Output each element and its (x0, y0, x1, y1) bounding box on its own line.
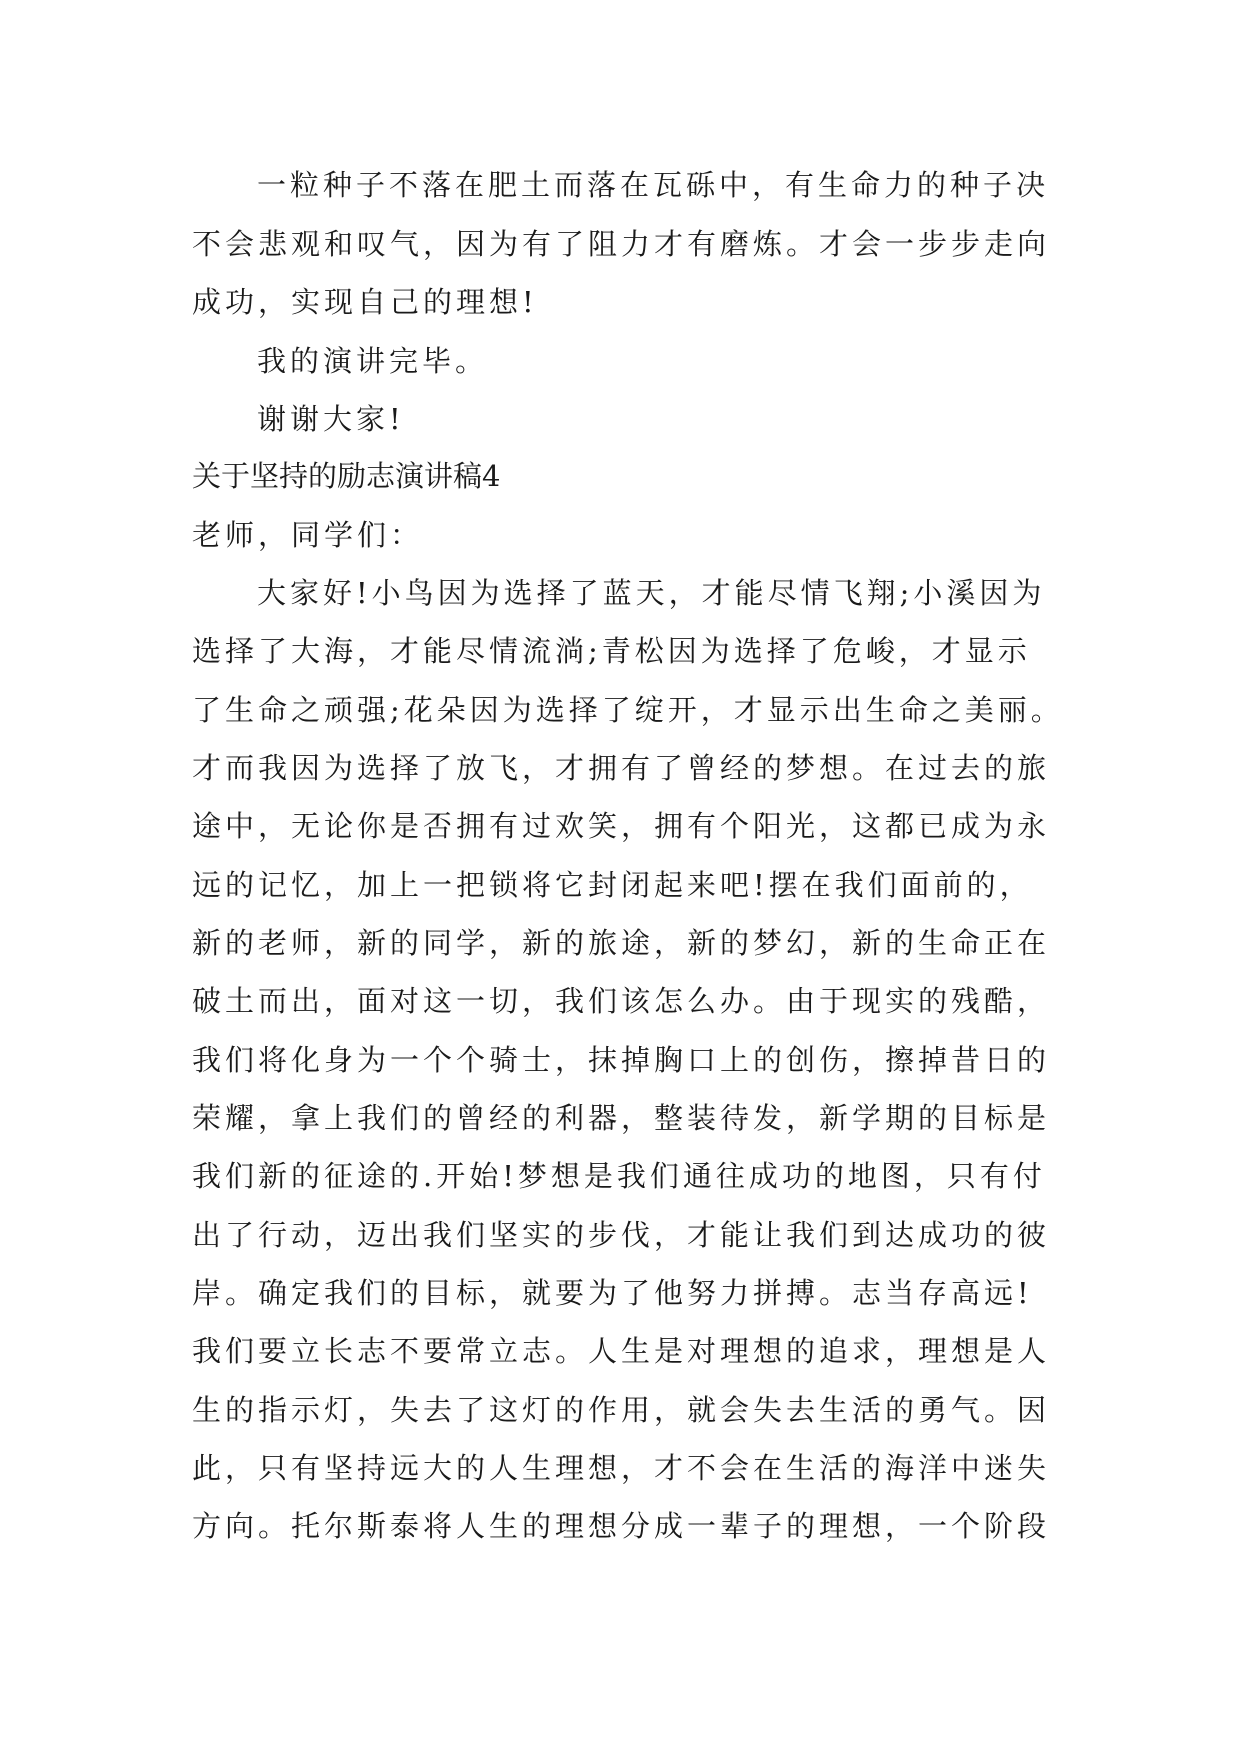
paragraph-line: 成功，实现自己的理想! (192, 285, 538, 319)
paragraph-line: 荣耀，拿上我们的曾经的利器，整装待发，新学期的目标是 (192, 1101, 1051, 1135)
paragraph-line: 方向。托尔斯泰将人生的理想分成一辈子的理想，一个阶段 (192, 1509, 1051, 1543)
section-title: 关于坚持的励志演讲稿4 (192, 459, 501, 493)
paragraph-line: 此，只有坚持远大的人生理想，才不会在生活的海洋中迷失 (192, 1451, 1051, 1485)
paragraph-line: 不会悲观和叹气，因为有了阻力才有磨炼。才会一步步走向 (192, 227, 1051, 261)
paragraph-line: 破土而出，面对这一切，我们该怎么办。由于现实的残酷， (192, 984, 1051, 1018)
paragraph-line: 我们将化身为一个个骑士，抹掉胸口上的创伤，擦掉昔日的 (192, 1043, 1051, 1077)
paragraph-line: 一粒种子不落在肥土而落在瓦砾中，有生命力的种子决 (257, 168, 1050, 202)
paragraph-line: 生的指示灯，失去了这灯的作用，就会失去生活的勇气。因 (192, 1393, 1051, 1427)
paragraph-line: 才而我因为选择了放飞，才拥有了曾经的梦想。在过去的旅 (192, 751, 1051, 785)
thanks-line: 谢谢大家! (257, 402, 405, 436)
paragraph-line: 远的记忆，加上一把锁将它封闭起来吧!摆在我们面前的， (192, 868, 1033, 902)
paragraph-line: 我们新的征途的.开始!梦想是我们通往成功的地图，只有付 (192, 1159, 1046, 1193)
paragraph-line: 岸。确定我们的目标，就要为了他努力拼搏。志当存高远! (192, 1276, 1033, 1310)
paragraph-line: 我们要立长志不要常立志。人生是对理想的追求，理想是人 (192, 1334, 1051, 1368)
paragraph-line: 选择了大海，才能尽情流淌;青松因为选择了危峻，才显示 (192, 634, 1031, 668)
paragraph-line: 出了行动，迈出我们坚实的步伐，才能让我们到达成功的彼 (192, 1218, 1051, 1252)
paragraph-line: 途中，无论你是否拥有过欢笑，拥有个阳光，这都已成为永 (192, 809, 1051, 843)
paragraph-line: 大家好!小鸟因为选择了蓝天，才能尽情飞翔;小溪因为 (257, 576, 1046, 610)
paragraph-line: 新的老师，新的同学，新的旅途，新的梦幻，新的生命正在 (192, 926, 1051, 960)
closing-line: 我的演讲完毕。 (257, 344, 489, 378)
salutation: 老师，同学们： (192, 518, 424, 552)
paragraph-line: 了生命之顽强;花朵因为选择了绽开，才显示出生命之美丽。 (192, 693, 1064, 727)
